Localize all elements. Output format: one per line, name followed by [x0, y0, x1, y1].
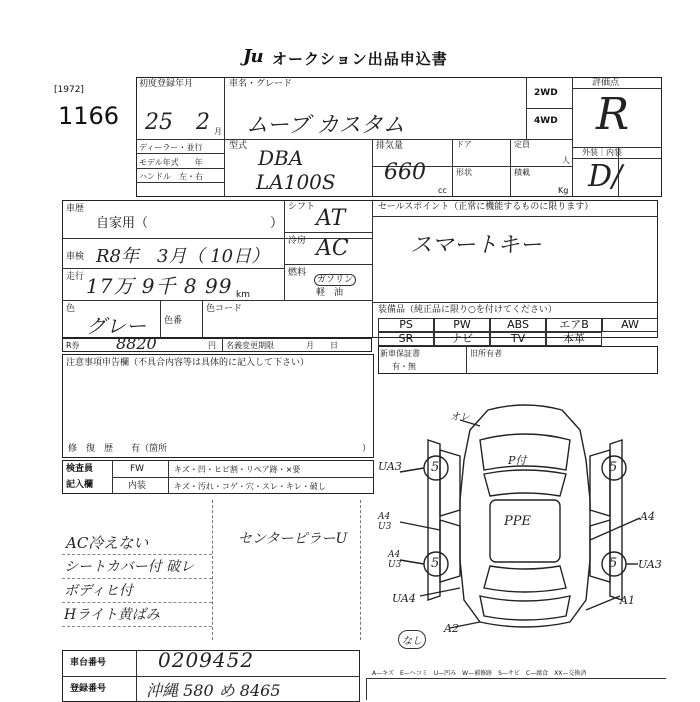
- tire-mark-fl: 5: [431, 460, 440, 475]
- door-label: ドア: [456, 140, 472, 149]
- equipment-label: 装備品（純正品に限り○を付けてください）: [378, 305, 557, 315]
- mark-left-mid1: A4 U3: [378, 512, 392, 532]
- recycle-label: R券: [66, 341, 80, 350]
- inspector-label: 検査員: [66, 464, 94, 474]
- mileage-unit: km: [236, 290, 250, 300]
- evaluation-score: R: [596, 89, 630, 140]
- fuel-diesel: 軽 油: [316, 288, 344, 298]
- name-change-label: 名義変更期限: [226, 341, 274, 350]
- sales-point-label: セールスポイント（正常に機能するものに限ります）: [378, 202, 594, 212]
- repair-history-close: ）: [362, 444, 372, 454]
- mark-left-top: UA3: [378, 460, 402, 473]
- aircon-label: 冷房: [288, 236, 307, 246]
- mark-roof: PPE: [504, 514, 531, 529]
- recycle-yen: 円: [208, 341, 216, 350]
- model-value-line2: LA100S: [256, 170, 336, 194]
- equip-tv: TV: [490, 332, 546, 346]
- fuel-gasoline: ガソリン: [314, 274, 356, 286]
- form-title: オークション出品申込書: [272, 50, 448, 68]
- fw-text: キズ・凹・ヒビ割・リペア跡・×要: [174, 465, 301, 474]
- history-label: 車歴: [66, 204, 85, 214]
- car-name-label: 車名・グレード: [229, 79, 293, 89]
- color-number-label: 色番: [164, 316, 183, 326]
- comment-line-4: Hライト黄ばみ: [64, 607, 160, 623]
- comment-right-line-1: センターピラーU: [238, 531, 348, 547]
- auction-logo: Ju: [243, 46, 263, 67]
- mark-hood: P付: [508, 454, 527, 467]
- shaken-value: R8年 3月（ 10日）: [96, 246, 270, 267]
- engine-value: 660: [384, 160, 426, 185]
- equip-pw: PW: [434, 318, 490, 332]
- record-label: 記入欄: [66, 480, 94, 490]
- equip-airbag: エアB: [546, 318, 602, 332]
- repair-history-label: 修 復 歴 有（箇所: [68, 444, 168, 454]
- model-label: 型式: [229, 141, 248, 151]
- mark-rear: A2: [444, 622, 459, 635]
- equip-leather: 本革: [546, 332, 602, 346]
- recycle-value: 8820: [116, 334, 157, 353]
- tire-mark-fr: 5: [609, 460, 618, 475]
- warranty-label: 新車保証書: [380, 349, 420, 358]
- mileage-label: 走行: [66, 272, 85, 282]
- registration-year: 25: [145, 110, 173, 135]
- comment-line-2: シートカバー付 破レ: [64, 559, 195, 575]
- interior-label: 内装: [128, 481, 147, 491]
- registration-month: 2: [196, 110, 210, 135]
- drive-4wd: 4WD: [534, 116, 558, 126]
- tire-mark-rr: 5: [609, 556, 618, 571]
- form-code: [1972]: [54, 85, 84, 95]
- owner-label: 旧所有者: [470, 349, 502, 358]
- mark-right-bottom: UA3: [638, 558, 662, 571]
- equip-ps: PS: [378, 318, 434, 332]
- mark-left-bottom: UA4: [392, 592, 416, 605]
- ext-int-value: D/: [588, 159, 623, 194]
- model-year-label: モデル年式 年: [139, 158, 203, 167]
- equip-navi: ナビ: [434, 332, 490, 346]
- evaluation-label: 評価点: [592, 78, 620, 88]
- shift-label: シフト: [288, 202, 316, 212]
- comment-line-3: ボディヒ付: [64, 583, 133, 599]
- shaken-label: 車検: [66, 252, 85, 262]
- lot-number: 1166: [58, 102, 120, 130]
- aircon-value: AC: [316, 236, 349, 261]
- interior-text: キズ・汚れ・コゲ・穴・スレ・キレ・破し: [174, 482, 326, 491]
- capacity-unit: 人: [562, 156, 570, 165]
- chassis-value: 0209452: [158, 648, 255, 672]
- warranty-block: [378, 346, 658, 374]
- capacity-label: 定員: [514, 140, 530, 149]
- car-name-value: ムーブ カスタム: [246, 113, 405, 138]
- model-value-line1: DBA: [258, 146, 304, 170]
- notes-block: [62, 354, 374, 458]
- engine-unit: cc: [438, 186, 447, 195]
- shape-label: 形状: [456, 168, 472, 177]
- fuel-label: 燃料: [288, 268, 307, 278]
- color-label: 色: [66, 304, 76, 314]
- warranty-value: 有・無: [392, 362, 416, 371]
- color-code-label: 色コード: [206, 304, 243, 314]
- notes-label: 注意事項申告欄（不具合内容等は具体的に記入して下さい）: [66, 358, 310, 368]
- equip-abs: ABS: [490, 318, 546, 332]
- dealer-label: ディーラー・並行: [139, 143, 203, 152]
- mark-right-rear: A1: [620, 594, 635, 607]
- ext-int-label: 外装｜内装: [582, 148, 622, 157]
- tire-mark-rl: 5: [431, 556, 440, 571]
- mark-front: オレ: [450, 412, 470, 423]
- mark-right-top: A4: [640, 510, 655, 523]
- equip-aw: AW: [602, 318, 658, 332]
- sales-point-value: スマートキー: [410, 233, 542, 258]
- drive-2wd: 2WD: [534, 88, 558, 98]
- damage-legend: A—キズ E—ヘコミ U—凹み W—補修跡 S—サビ C—腐食 XX—交換済: [372, 670, 587, 677]
- shift-value: AT: [316, 206, 346, 231]
- load-label: 積載: [514, 168, 530, 177]
- load-unit: Kg: [558, 186, 569, 195]
- name-change-value: 月 日: [306, 341, 338, 350]
- stamp-none: なし: [398, 630, 426, 649]
- history-value: 自家用（: [96, 216, 149, 231]
- equip-sr: SR: [378, 332, 434, 346]
- comment-line-1: AC冷えない: [66, 534, 149, 552]
- fw-label: FW: [130, 464, 145, 474]
- color-value: グレー: [86, 314, 146, 338]
- plate-value: 沖縄 580 め 8465: [146, 681, 281, 700]
- plate-label: 登録番号: [70, 684, 107, 694]
- mark-left-mid2: A4 U3: [388, 550, 402, 570]
- chassis-label: 車台番号: [70, 658, 107, 668]
- registration-label: 初度登録年月: [139, 79, 194, 89]
- history-close: ）: [270, 216, 284, 231]
- mileage-value: 17万 9千 8 99: [86, 274, 233, 298]
- engine-label: 排気量: [376, 141, 404, 151]
- registration-month-unit: 月: [214, 127, 222, 136]
- handle-label: ハンドル 左・右: [139, 172, 203, 181]
